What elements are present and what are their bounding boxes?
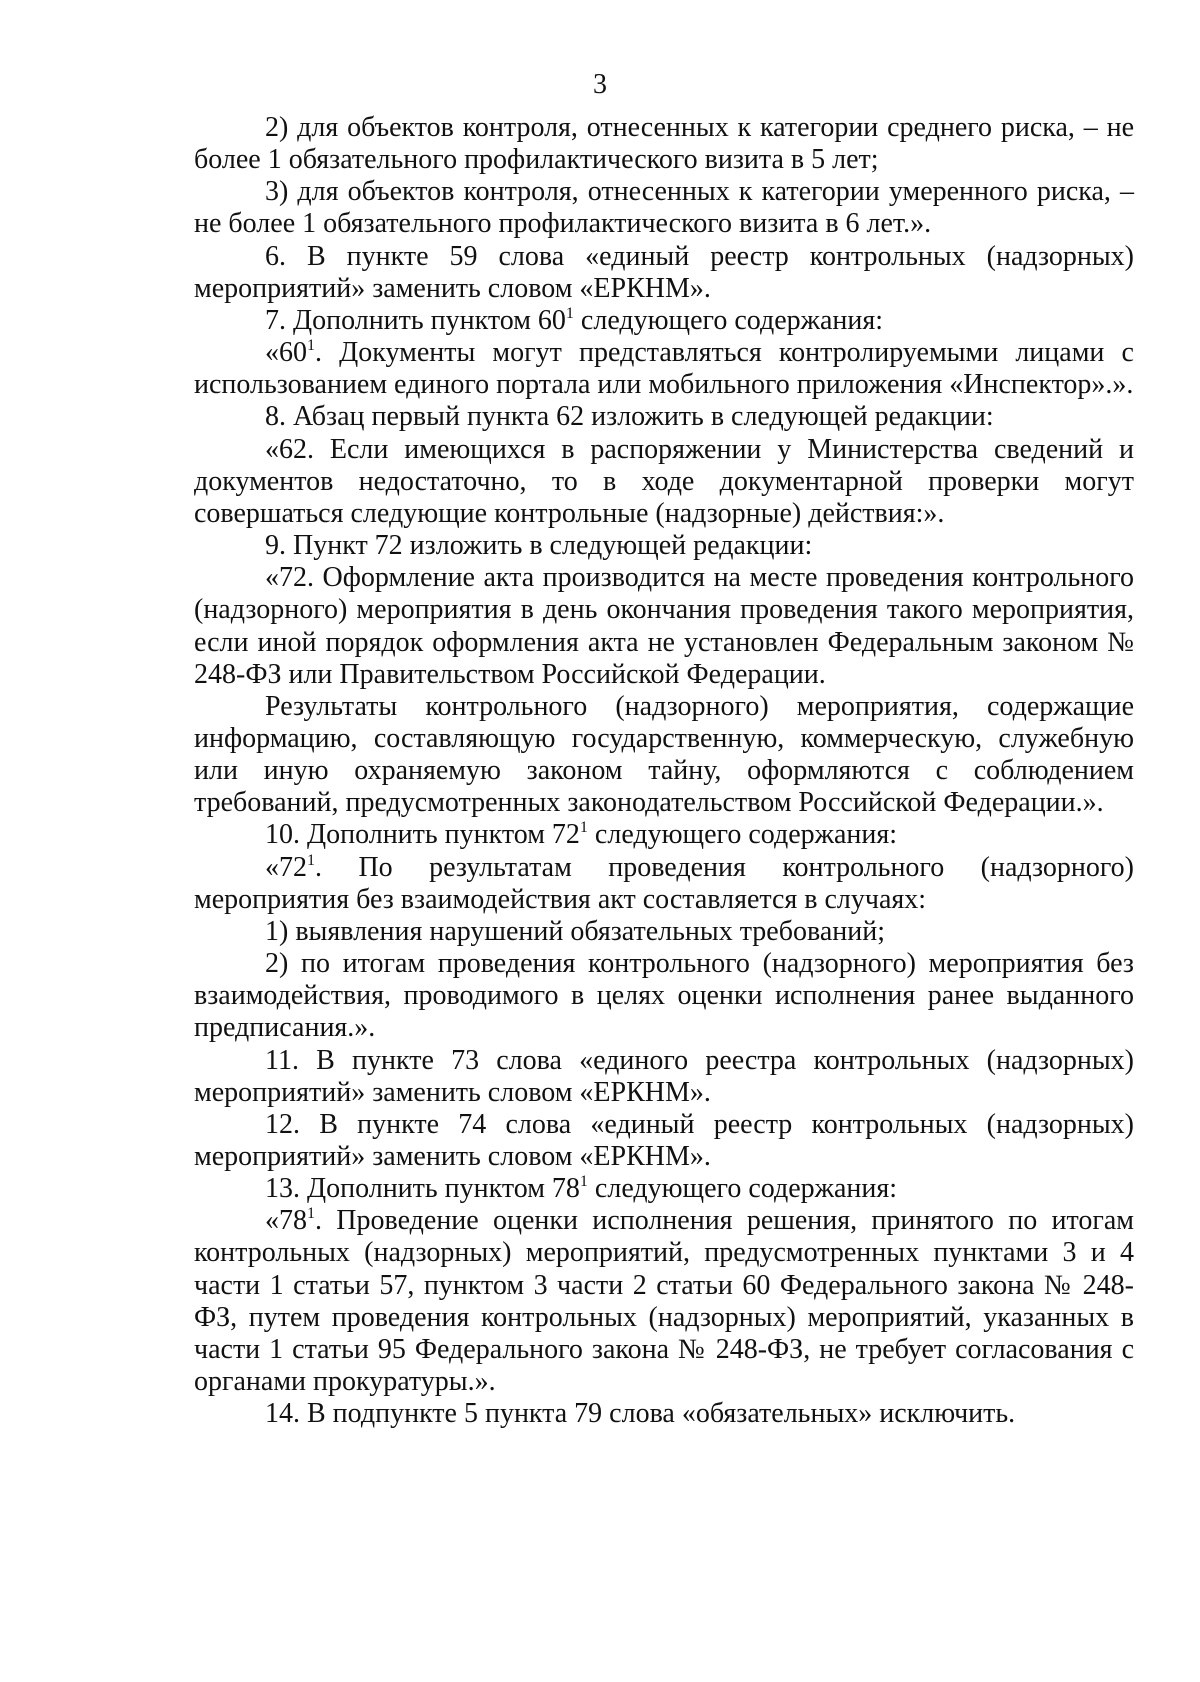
paragraph-text: 12. В пункте 74 слова «единый реестр контрольных (надзорных) мероприятий» заменить словом «ЕРКНМ». xyxy=(194,1108,1134,1172)
paragraph-point-6 xyxy=(194,241,1134,305)
paragraph-text: «72. Оформление акта производится на месте проведения контрольного (надзорного) мероприятия в день окончания проведения такого мероприятия, если иной порядок оформления акта не установлен Федеральным законом № 248-ФЗ или Правительством Российской Федерации. xyxy=(194,562,1134,690)
paragraph-quote-60-1 xyxy=(194,337,1134,401)
paragraph-text: «62. Если имеющихся в распоряжении у Министерства сведений и документов недостаточно, то в ходе документарной проверки могут совершаться следующие контрольные (надзорные) действия:». xyxy=(194,433,1134,529)
superscript-index: 1 xyxy=(579,1173,588,1191)
paragraph-text: 10. Дополнить пунктом 72 xyxy=(265,819,580,851)
paragraph-text: 2) по итогам проведения контрольного (надзорного) мероприятия без взаимодействия, проводимого в целях оценки исполнения ранее выданного предписания.». xyxy=(194,948,1134,1044)
superscript-index: 1 xyxy=(565,304,574,322)
paragraph-text: «60 xyxy=(265,337,307,369)
paragraph-text: 8. Абзац первый пункта 62 изложить в следующей редакции: xyxy=(265,401,994,433)
paragraph-text: 13. Дополнить пунктом 78 xyxy=(265,1173,580,1205)
paragraph-point-9 xyxy=(194,530,1134,562)
page-number: 3 xyxy=(593,69,607,100)
superscript-index: 1 xyxy=(307,337,315,355)
paragraph-text-continued: следующего содержания: xyxy=(587,819,898,851)
paragraph-subitem-2 xyxy=(194,948,1134,1044)
paragraph-point-12 xyxy=(194,1109,1134,1173)
paragraph-text-continued: . Проведение оценки исполнения решения, принятого по итогам контрольных (надзорных) мероприятий, предусмотренных пунктами 3 и 4 части 1 статьи 57, пунктом 3 части 2 статьи 60 Федерального закона № 248-ФЗ, путем проведения контрольных (надзорных) мероприятий, указанных в части 1 статьи 95 Федерального закона № 248-ФЗ, не требует согласования с органами прокуратуры.». xyxy=(194,1205,1134,1398)
paragraph-text: «72 xyxy=(265,851,307,883)
paragraph-text-continued: . Документы могут представляться контролируемыми лицами с использованием единого портала или мобильного приложения «Инспектор».». xyxy=(194,337,1134,401)
paragraph-point-7 xyxy=(194,305,1134,337)
paragraph-quote-62 xyxy=(194,434,1134,530)
paragraph-point-11 xyxy=(194,1045,1134,1109)
paragraph-text: «78 xyxy=(265,1205,307,1237)
paragraph-text: 2) для объектов контроля, отнесенных к категории среднего риска, – не более 1 обязательного профилактического визита в 5 лет; xyxy=(194,112,1134,176)
superscript-index: 1 xyxy=(307,851,315,869)
paragraph-item-2 xyxy=(194,112,1134,176)
paragraph-text: 3) для объектов контроля, отнесенных к категории умеренного риска, – не более 1 обязательного профилактического визита в 6 лет.». xyxy=(194,176,1134,240)
paragraph-text: 7. Дополнить пунктом 60 xyxy=(265,304,566,336)
document-body xyxy=(194,112,1134,1430)
paragraph-quote-72 xyxy=(194,562,1134,691)
paragraph-quote-78-1 xyxy=(194,1205,1134,1398)
paragraph-text: 6. В пункте 59 слова «единый реестр контрольных (надзорных) мероприятий» заменить словом «ЕРКНМ». xyxy=(194,240,1134,304)
paragraph-point-13 xyxy=(194,1173,1134,1205)
paragraph-text: 11. В пункте 73 слова «единого реестра контрольных (надзорных) мероприятий» заменить словом «ЕРКНМ». xyxy=(194,1044,1134,1108)
paragraph-point-14 xyxy=(194,1398,1134,1430)
paragraph-point-8 xyxy=(194,401,1134,433)
paragraph-subitem-1 xyxy=(194,916,1134,948)
superscript-index: 1 xyxy=(579,819,588,837)
paragraph-text: 14. В подпункте 5 пункта 79 слова «обязательных» исключить. xyxy=(265,1398,1016,1430)
paragraph-text: Результаты контрольного (надзорного) мероприятия, содержащие информацию, составляющую государственную, коммерческую, служебную или иную охраняемую законом тайну, оформляются с соблюдением требований, предусмотренных законодательством Российской Федерации.». xyxy=(194,690,1134,819)
paragraph-text-continued: . По результатам проведения контрольного (надзорного) мероприятия без взаимодействия акт составляется в случаях: xyxy=(194,851,1134,915)
paragraph-quote-72-1 xyxy=(194,852,1134,916)
paragraph-results xyxy=(194,691,1134,820)
paragraph-text: 1) выявления нарушений обязательных требований; xyxy=(265,915,885,947)
paragraph-item-3 xyxy=(194,176,1134,240)
paragraph-text: 9. Пункт 72 изложить в следующей редакции: xyxy=(265,530,813,562)
paragraph-point-10 xyxy=(194,819,1134,851)
superscript-index: 1 xyxy=(307,1205,315,1223)
paragraph-text-continued: следующего содержания: xyxy=(587,1173,898,1205)
paragraph-text-continued: следующего содержания: xyxy=(573,304,884,336)
